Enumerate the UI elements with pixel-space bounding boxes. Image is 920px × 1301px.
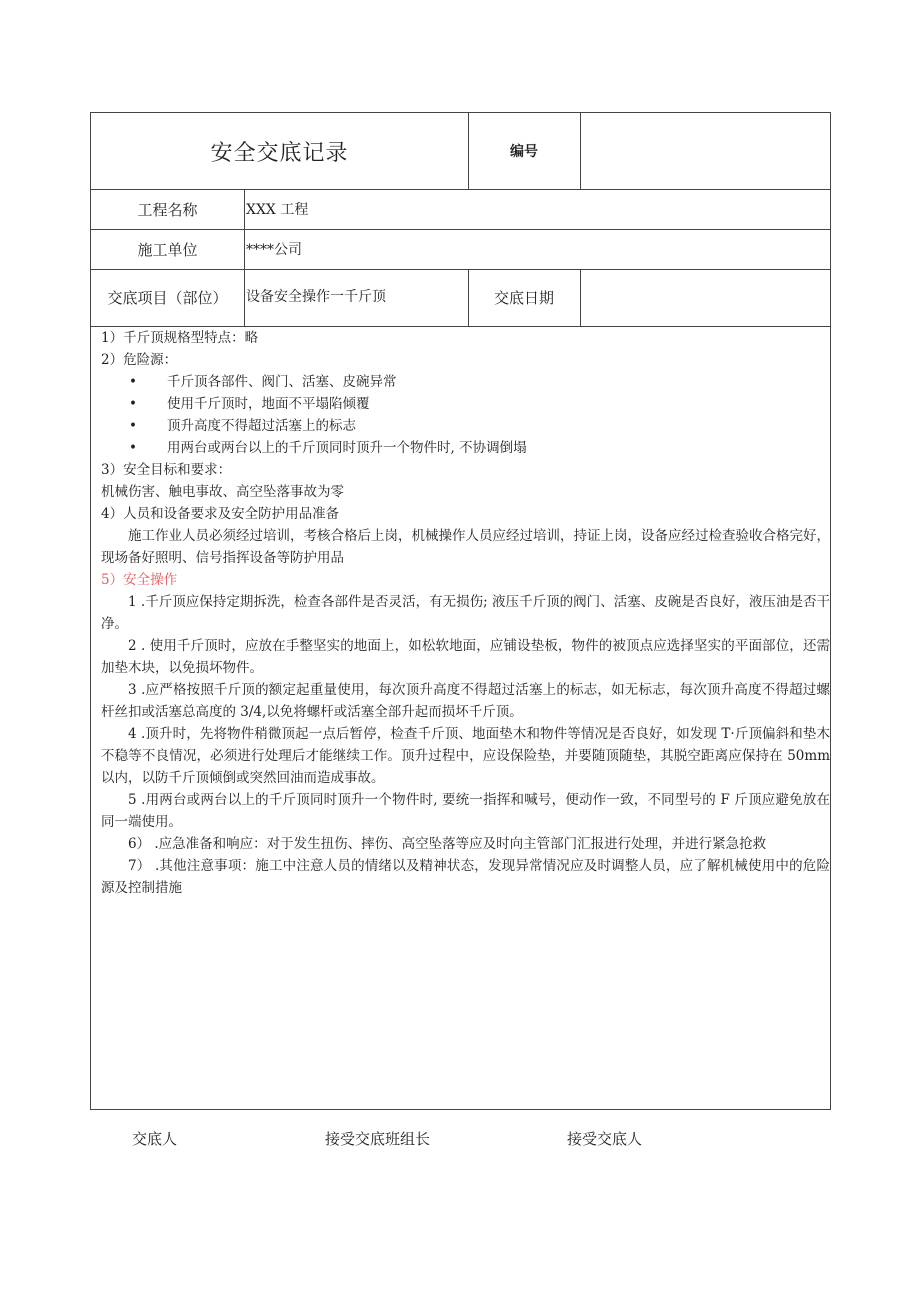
bullet-icon: •	[129, 374, 137, 390]
hazard-item	[101, 393, 830, 415]
bullet-icon: •	[129, 396, 137, 412]
briefing-item-field[interactable]: 设备安全操作一千斤顶	[246, 288, 386, 305]
construction-unit-field[interactable]: ****公司	[246, 242, 302, 258]
briefing-content	[91, 327, 832, 899]
team-leader-label: 接受交底班组长	[325, 1130, 431, 1148]
hazard-text: 千斤顶各部件、阀门、活塞、皮碗异常	[167, 374, 397, 390]
hazard-item	[101, 371, 830, 393]
project-name-field[interactable]: XXX 工程	[246, 202, 309, 218]
operation-1: 1 .千斤顶应保持定期拆洗，检查各部件是否灵活，有无损伤; 液压千斤顶的阀门、活塞、皮碗是否良好，液压油是否干净。	[101, 594, 830, 632]
bullet-icon: •	[129, 440, 137, 456]
briefing-giver-label: 交底人	[132, 1130, 178, 1148]
briefing-date-field[interactable]	[580, 269, 830, 326]
section-4-text: 施工作业人员必须经过培训，考核合格后上岗，机械操作人员应经过培训，持证上岗，设备应经过检查验收合格完好，现场备好照明、信号指挥设备等防护用品	[101, 528, 830, 566]
hazard-item	[101, 437, 830, 459]
section-5: 5）安全操作	[101, 572, 178, 588]
section-4: 4）人员和设备要求及安全防护用品准备	[101, 506, 340, 522]
project-name-label: 工程名称	[137, 200, 198, 219]
hazard-text: 使用千斤顶时，地面不平塌陷倾覆	[167, 396, 370, 412]
number-field[interactable]	[580, 113, 830, 189]
briefing-date-label: 交底日期	[493, 289, 554, 307]
section-7: 7） .其他注意事项：施工中注意人员的情绪以及精神状态，发现异常情况应及时调整人员，应了解机械使用中的危险源及控制措施	[101, 858, 830, 896]
form-title: 安全交底记录	[210, 140, 349, 166]
operation-5: 5 .用两台或两台以上的千斤顶同时顶升一个物件时, 要统一指挥和喊号，便动作一致，不同型号的 F 斤顶应避免放在同一端使用。	[101, 792, 830, 830]
section-6: 6） .应急准备和响应：对于发生扭伤、摔伤、高空坠落等应及时向主管部门汇报进行处理，并进行紧急抢救	[128, 836, 767, 852]
hazard-item	[101, 415, 830, 437]
operation-3: 3 .应严格按照千斤顶的额定起重量使用，每次顶升高度不得超过活塞上的标志，如无标志，每次顶升高度不得超过螺杆丝扣或活塞总高度的 3/4,以免将螺杆或活塞全部升起而损坏千斤顶。	[101, 682, 830, 720]
section-3-text: 机械伤害、触电事故、高空坠落事故为零	[101, 484, 344, 500]
section-2: 2）危险源：	[101, 352, 178, 368]
section-3: 3）安全目标和要求：	[101, 462, 232, 478]
bullet-icon: •	[129, 418, 137, 434]
briefing-receiver-label: 接受交底人	[567, 1130, 643, 1148]
operation-2: 2 . 使用千斤顶时，应放在手整坚实的地面上，如松软地面，应铺设垫板，物件的被顶点应选择坚实的平面部位，还需加垫木块，以免损坏物件。	[101, 638, 830, 676]
construction-unit-label: 施工单位	[137, 240, 198, 259]
section-1: 1）千斤顶规格型特点：略	[101, 330, 259, 346]
operation-4: 4 .顶升时，先将物件稍微顶起一点后暂停，检查千斤顶、地面垫木和物件等情况是否良好，如发现 T·斤顶偏斜和垫木不稳等不良情况，必须进行处理后才能继续工作。顶升过程中，应设保险垫，并要随顶随垫，其脱空距离应保持在 50mm 以内，以防千斤顶倾倒或突然回油而造成事故。	[101, 726, 830, 786]
hazard-text: 用两台或两台以上的千斤顶同时顶升一个物件时, 不协调倒塌	[167, 440, 527, 456]
safety-briefing-form	[90, 112, 831, 1110]
briefing-item-label: 交底项目（部位）	[107, 289, 228, 307]
hazard-text: 顶升高度不得超过活塞上的标志	[167, 418, 356, 434]
number-label: 编号	[510, 144, 538, 160]
